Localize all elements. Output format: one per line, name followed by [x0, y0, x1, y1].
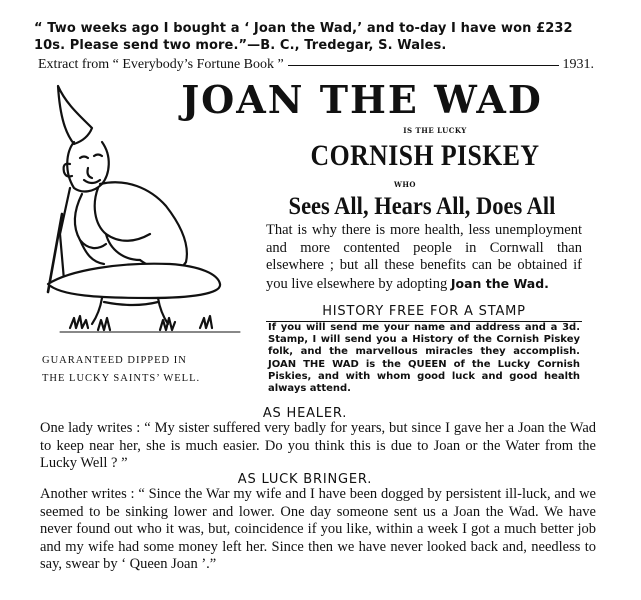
extract-year: 1931. — [562, 57, 594, 72]
title: JOAN THE WAD — [181, 77, 543, 122]
luck-bringer-paragraph: Another writes : “ Since the War my wife and I have been dogged by persistent ill-luck, and we seemed to be sinking lower and lower. One day someone sent us a Joan the Wad. We have never found out who it was, but, coincidence if you like, within a week I got a much better job and my wife had some money left her. Since then we have never looked back and, needless to say, swear by ‘ Queen Joan ’.” — [40, 486, 596, 572]
cornish-piskey-heading: CORNISH PISKEY — [310, 139, 540, 172]
guarantee-line-2: THE LUCKY SAINTS’ WELL. — [42, 373, 201, 384]
testimonial-quote: “ Two weeks ago I bought a ‘ Joan the Wad,’ and to-day I have won £232 10s. Please send two more.”—B. C., Tredegar, S. Wales. — [34, 21, 573, 53]
guarantee-line-1: GUARANTEED DIPPED IN — [42, 355, 187, 366]
intro-paragraph — [266, 222, 582, 293]
luck-bringer-heading: AS LUCK BRINGER. — [237, 472, 373, 487]
sees-all-heading: Sees All, Hears All, Does All — [288, 193, 556, 220]
healer-heading: AS HEALER. — [262, 406, 348, 421]
is-the-lucky-label: IS THE LUCKY — [403, 126, 467, 135]
extract-source: Extract from “ Everybody’s Fortune Book ” — [38, 57, 284, 72]
intro-product-name: Joan the Wad. — [450, 275, 549, 291]
who-label: WHO — [393, 180, 417, 189]
guarantee-caption — [42, 352, 236, 388]
healer-paragraph: One lady writes : “ My sister suffered very badly for years, but since I gave her a Joan the Wad to keep near her, she is much easier. Do you think this is due to Joan or the Water from the Lucky Well ? ” — [40, 420, 596, 471]
history-heading: HISTORY FREE FOR A STAMP — [266, 304, 582, 322]
extract-rule — [288, 65, 559, 66]
extract-citation — [38, 56, 594, 74]
history-body: If you will send me your name and address and a 3d. Stamp, I will send you a History of the Cornish Piskey folk, and the marvellous miracles they accomplish. JOAN THE WAD is the QUEEN of the Lucky Cornish Piskies, and with whom good luck and good health always attend. — [268, 322, 580, 395]
intro-text: That is why there is more health, less unemployment and more contented people in Cornwall than elsewhere ; but all these benefits can be obtained if you live elsewhere by adopting — [266, 222, 582, 292]
piskey-on-toadstool-icon — [40, 84, 260, 344]
